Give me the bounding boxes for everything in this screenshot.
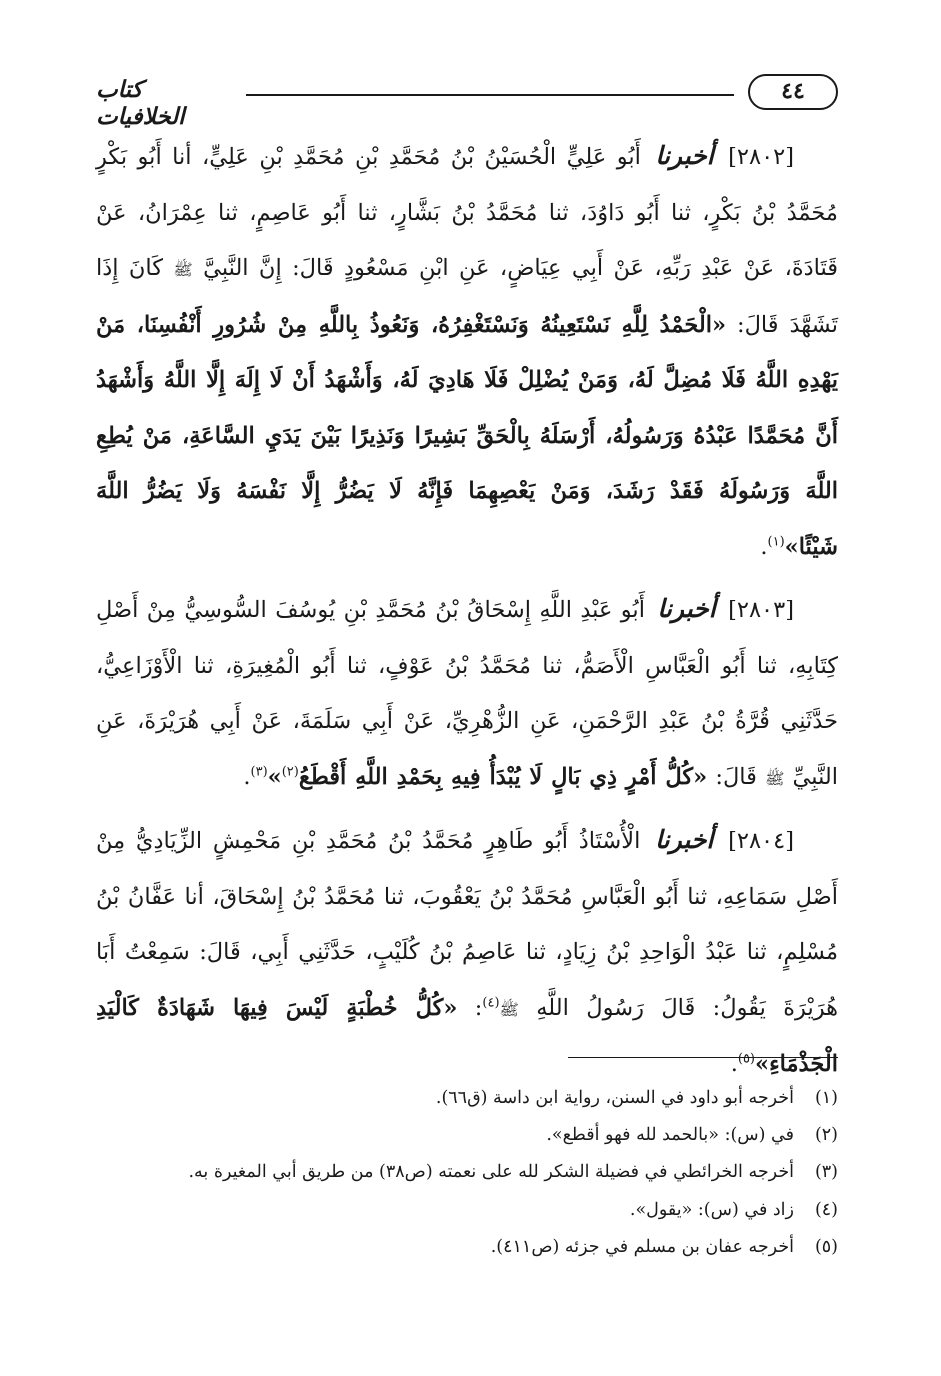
footnote-text: زاد في (س): «يقول». — [629, 1199, 794, 1220]
hadith-number: [٢٨٠٤] — [728, 828, 794, 854]
footnote-text: أخرجه عفان بن مسلم في جزئه (ص٤١١). — [490, 1236, 794, 1257]
isnad-text-2: قَالَ: — [715, 763, 757, 790]
hadith-number: [٢٨٠٢] — [728, 144, 795, 170]
footnote-ref: (٢) — [281, 764, 299, 779]
hadith-number: [٢٨٠٣] — [728, 597, 794, 623]
page-number: ٤٤ — [748, 74, 838, 110]
footnote-number: (٥) — [814, 1236, 838, 1257]
page-header — [96, 74, 838, 130]
matn-text: «الْحَمْدُ لِلَّهِ نَسْتَعِينُهُ وَنَسْتَغْفِرُهُ، وَنَعُوذُ بِاللَّهِ مِنْ شُرُورِ أَنْفُسِنَا، مَنْ يَهْدِهِ اللَّهُ فَلَا مُضِلَّ لَهُ، وَمَنْ يُضْلِلْ فَلَا هَادِيَ لَهُ، وَأَشْهَدُ أَنْ لَا إِلَهَ إِلَّا اللَّهُ وَأَشْهَدُ أَنَّ مُحَمَّدًا عَبْدُهُ وَرَسُولُهُ، أَرْسَلَهُ بِالْحَقِّ بَشِيرًا وَنَذِيرًا بَيْنَ يَدَيِ السَّاعَةِ، مَنْ يُطِعِ اللَّهَ وَرَسُولَهُ فَقَدْ رَشَدَ، وَمَنْ يَعْصِهِمَا فَإِنَّهُ لَا يَضُرُّ إِلَّا نَفْسَهُ وَلَا يَضُرُّ اللَّهَ شَيْئًا» — [96, 311, 838, 560]
salla-symbol: ﷺ — [765, 768, 785, 788]
header-rule — [246, 94, 734, 96]
quote-close: » — [267, 763, 282, 790]
footnote-item — [96, 1154, 838, 1191]
hadith-paragraph-2803 — [96, 581, 838, 806]
footnote-number: (١) — [814, 1088, 838, 1108]
salla-symbol: ﷺ — [499, 999, 519, 1019]
isnad-text: أَبُو عَبْدِ اللَّهِ إِسْحَاقُ بْنُ مُحَمَّدِ بْنِ يُوسُفَ السُّوسِيُّ مِنْ أَصْلِ كِتَابِهِ، ثنا أَبُو الْعَبَّاسِ الْأَصَمُّ، ثنا مُحَمَّدُ بْنُ عَوْفٍ، ثنا أَبُو الْمُغِيرَةِ، ثنا الْأَوْزَاعِيُّ، حَدَّثَنِي قُرَّةُ بْنُ عَبْدِ الرَّحْمَنِ، عَنِ الزُّهْرِيِّ، عَنْ أَبِي سَلَمَةَ، عَنْ أَبِي هُرَيْرَةَ، عَنِ النَّبِيِّ — [96, 597, 838, 790]
isnad-text-2: : — [474, 994, 483, 1021]
footnotes — [96, 1080, 838, 1266]
footnote-ref: (٤) — [482, 995, 500, 1010]
footnote-ref: (٣) — [250, 764, 268, 779]
salla-symbol: ﷺ — [173, 260, 193, 279]
footnote-ref: (١) — [767, 534, 785, 549]
footnote-separator — [568, 1057, 838, 1058]
footnote-number: (٢) — [814, 1125, 838, 1146]
footnote-number: (٣) — [814, 1162, 838, 1183]
footnote-text: أخرجه الخرائطي في فضيلة الشكر لله على نعمته (ص٣٨) من طريق أبي المغيرة به. — [188, 1162, 794, 1183]
period: . — [730, 1051, 738, 1077]
footnote-number: (٤) — [814, 1199, 838, 1220]
footnote-ref: (٥) — [737, 1051, 755, 1067]
footnote-item — [96, 1080, 838, 1117]
akhbarana-label: أخبرنا — [657, 594, 716, 623]
isnad-text: الْأُسْتَاذُ أَبُو طَاهِرٍ مُحَمَّدُ بْنُ مُحَمَّدِ بْنِ مَحْمِشٍ الزِّيَادِيُّ مِنْ أَصْلِ سَمَاعِهِ، ثنا أَبُو الْعَبَّاسِ مُحَمَّدُ بْنُ يَعْقُوبَ، ثنا مُحَمَّدُ بْنُ إِسْحَاقَ، أنا عَفَّانُ بْنُ مُسْلِمٍ، ثنا عَبْدُ الْوَاحِدِ بْنُ زِيَادٍ، ثنا عَاصِمُ بْنُ كُلَيْبٍ، حَدَّثَنِي أَبِي، قَالَ: سَمِعْتُ أَبَا هُرَيْرَةَ يَقُولُ: قَالَ رَسُولُ اللَّهِ — [96, 828, 838, 1021]
hadith-paragraph-2804 — [96, 812, 838, 1093]
isnad-text: أَبُو عَلِيٍّ الْحُسَيْنُ بْنُ مُحَمَّدِ بْنِ مُحَمَّدِ بْنِ عَلِيٍّ، أنا أَبُو بَكْرٍ مُحَمَّدُ بْنُ بَكْرٍ، ثنا أَبُو دَاوُدَ، ثنا مُحَمَّدُ بْنُ بَشَّارٍ، ثنا أَبُو عَاصِمٍ، ثنا عِمْرَانُ، عَنْ قَتَادَةَ، عَنْ عَبْدِ رَبِّهِ، عَنْ أَبِي عِيَاضٍ، عَنِ ابْنِ مَسْعُودٍ قَالَ: إِنَّ النَّبِيَّ — [96, 144, 839, 281]
akhbarana-label: أخبرنا — [655, 141, 714, 170]
period: . — [243, 763, 251, 790]
running-title: كتاب الخلافيات — [96, 76, 185, 130]
footnote-text: في (س): «بالحمد لله فهو أقطع». — [546, 1125, 794, 1146]
matn-text: «كُلُّ أَمْرٍ ذِي بَالٍ لَا يُبْدَأُ فِيهِ بِحَمْدِ اللَّهِ أَقْطَعُ — [298, 763, 708, 790]
footnote-item — [96, 1229, 838, 1266]
period: . — [760, 533, 768, 560]
footnote-item — [96, 1117, 838, 1154]
hadith-paragraph-2802 — [96, 128, 838, 575]
main-text — [96, 128, 838, 1099]
matn-text: «كُلُّ خُطْبَةٍ لَيْسَ فِيهَا شَهَادَةٌ كَالْيَدِ الْجَذْمَاءِ» — [96, 994, 838, 1077]
akhbarana-label: أخبرنا — [655, 825, 714, 854]
isnad-text-2: كَانَ إِذَا تَشَهَّدَ قَالَ: — [96, 255, 838, 338]
footnote-item — [96, 1192, 838, 1229]
footnote-text: أخرجه أبو داود في السنن، رواية ابن داسة (ق٦٦). — [435, 1088, 794, 1108]
